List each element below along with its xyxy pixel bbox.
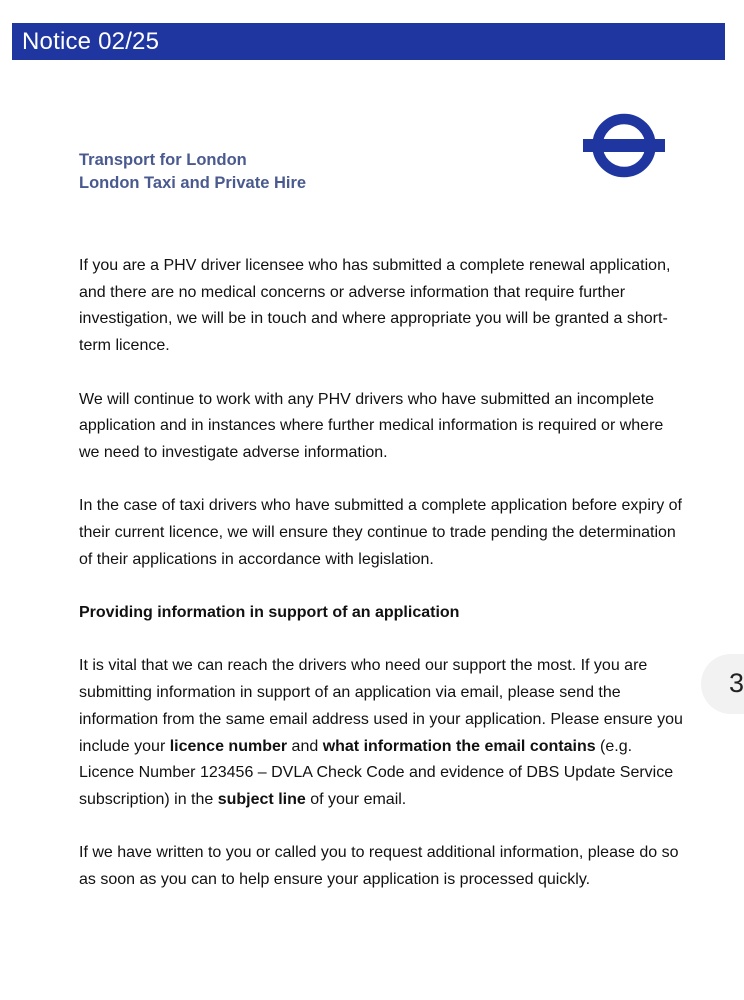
section-heading: Providing information in support of an application xyxy=(79,604,460,622)
notice-title: Notice 02/25 xyxy=(22,28,160,55)
body-paragraph: If you are a PHV driver licensee who has submitted a complete renewal application, and there are no medical concerns or adverse information that require further investigation, we will be in touch and where appropriate you will be granted a short-term licence. xyxy=(79,257,671,355)
email-guidance-paragraph: It is vital that we can reach the drivers who need our support the most. If you are submitting information in support of an application via email, please send the information from the same email address used in your application. Please ensure you include your licence number and what information the email contains (e.g. Licence Number 123456 – DVLA Check Code and evidence of DBS Update Service subscription) in the subject line of your email. xyxy=(79,657,683,808)
page-number: 3 xyxy=(729,668,744,698)
bold-email-contents: what information the email contains xyxy=(322,737,596,755)
page-number-tab xyxy=(701,654,744,714)
body-paragraph: In the case of taxi drivers who have submitted a complete application before expiry of their current licence, we will ensure they continue to trade pending the determination of their applications in accordance with legislation. xyxy=(79,497,682,568)
body-paragraph: We will continue to work with any PHV drivers who have submitted an incomplete application and in instances where further medical information is required or where we need to investigate adverse information. xyxy=(79,390,664,461)
notice-header-bar xyxy=(12,23,725,60)
body-paragraph: If we have written to you or called you to request additional information, please do so as soon as you can to help ensure your application is processed quickly. xyxy=(79,844,679,889)
organisation-block xyxy=(79,149,306,195)
bold-licence-number: licence number xyxy=(169,737,288,755)
org-department: London Taxi and Private Hire xyxy=(79,174,307,192)
org-name: Transport for London xyxy=(79,151,247,169)
notice-body xyxy=(79,253,683,920)
tfl-roundel-icon xyxy=(583,113,665,178)
bold-subject-line: subject line xyxy=(217,791,306,808)
